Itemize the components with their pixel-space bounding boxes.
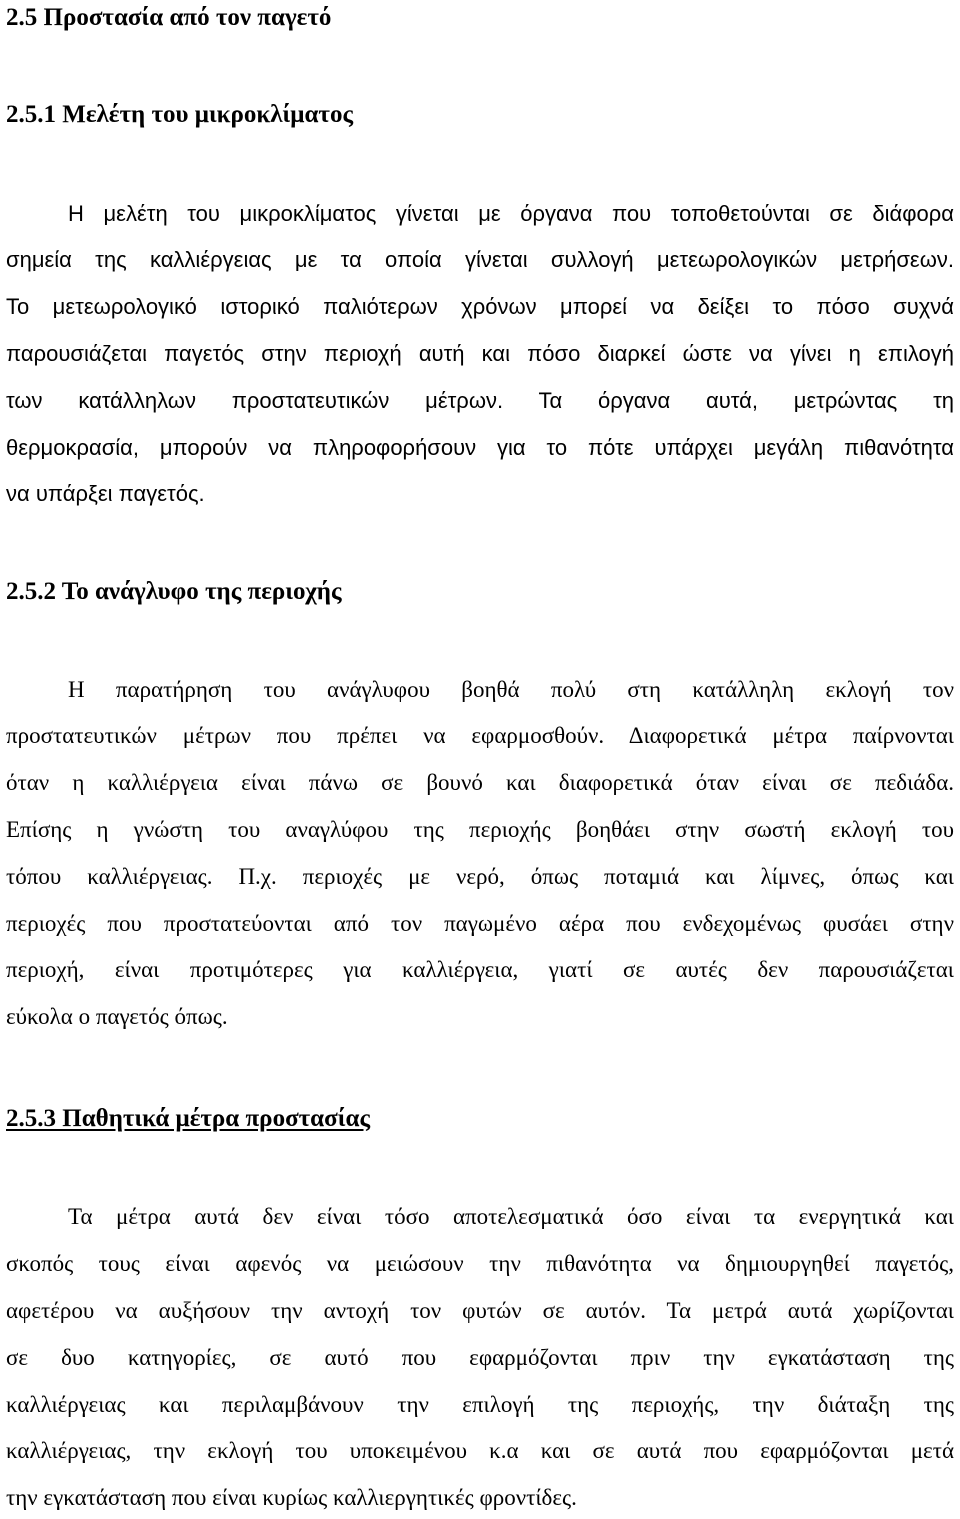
- paragraph-line: όταν η καλλιέργεια είναι πάνω σε βουνό και διαφορετικά όταν είναι σε πεδιάδα.: [6, 770, 954, 795]
- paragraph-line: να υπάρξει παγετός.: [6, 481, 205, 506]
- paragraph-line: Η μελέτη του μικροκλίματος γίνεται με όργανα που τοποθετούνται σε διάφορα: [68, 201, 954, 226]
- paragraph-line: περιοχή, είναι προτιμότερες για καλλιέργεια, γιατί σε αυτές δεν παρουσιάζεται: [6, 957, 954, 982]
- subsection-title-microclimate: 2.5.1 Μελέτη του μικροκλίματος: [6, 101, 353, 128]
- paragraph-line: προστατευτικών μέτρων που πρέπει να εφαρμοσθούν. Διαφορετικά μέτρα παίρνονται: [6, 723, 954, 748]
- paragraph-line: περιοχές που προστατεύονται από τον παγωμένο αέρα που ενδεχομένως φυσάει στην: [6, 911, 954, 936]
- paragraph-line: σημεία της καλλιέργειας με τα οποία γίνεται συλλογή μετεωρολογικών μετρήσεων.: [6, 247, 954, 272]
- paragraph-line: τόπου καλλιέργειας. Π.χ. περιοχές με νερό, όπως ποταμιά και λίμνες, όπως και: [6, 864, 954, 889]
- paragraph-line: παρουσιάζεται παγετός στην περιοχή αυτή και πόσο διαρκεί ώστε να γίνει η επιλογή: [6, 341, 954, 366]
- paragraph-line: εύκολα ο παγετός όπως.: [6, 1004, 228, 1029]
- subsection-title-passive-measures: 2.5.3 Παθητικά μέτρα προστασίας: [6, 1105, 370, 1132]
- paragraph-line: αφετέρου να αυξήσουν την αντοχή τον φυτών σε αυτόν. Τα μετρά αυτά χωρίζονται: [6, 1298, 954, 1323]
- paragraph-line: Τα μέτρα αυτά δεν είναι τόσο αποτελεσματικά όσο είναι τα ενεργητικά και: [68, 1204, 954, 1229]
- paragraph-line: Η παρατήρηση του ανάγλυφου βοηθά πολύ στη κατάλληλη εκλογή τον: [68, 677, 954, 702]
- paragraph-line: των κατάλληλων προστατευτικών μέτρων. Τα όργανα αυτά, μετρώντας τη: [6, 388, 954, 413]
- subsection-title-terrain: 2.5.2 Το ανάγλυφο της περιοχής: [6, 578, 342, 605]
- paragraph-line: καλλιέργειας και περιλαμβάνουν την επιλογή της περιοχής, την διάταξη της: [6, 1392, 954, 1417]
- paragraph-line: θερμοκρασία, μπορούν να πληροφορήσουν για το πότε υπάρχει μεγάλη πιθανότητα: [6, 435, 954, 460]
- paragraph-line: την εγκατάσταση που είναι κυρίως καλλιεργητικές φροντίδες.: [6, 1485, 577, 1510]
- paragraph-line: Επίσης η γνώστη του αναγλύφου της περιοχής βοηθάει στην σωστή εκλογή του: [6, 817, 954, 842]
- section-title: 2.5 Προστασία από τον παγετό: [6, 4, 332, 31]
- paragraph-line: Το μετεωρολογικό ιστορικό παλιότερων χρόνων μπορεί να δείξει το πόσο συχνά: [6, 294, 954, 319]
- paragraph-line: σκοπός τους είναι αφενός να μειώσουν την πιθανότητα να δημιουργηθεί παγετός,: [6, 1251, 954, 1276]
- paragraph-line: καλλιέργειας, την εκλογή του υποκειμένου κ.α και σε αυτά που εφαρμόζονται μετά: [6, 1438, 954, 1463]
- paragraph-line: σε δυο κατηγορίες, σε αυτό που εφαρμόζονται πριν την εγκατάσταση της: [6, 1345, 954, 1370]
